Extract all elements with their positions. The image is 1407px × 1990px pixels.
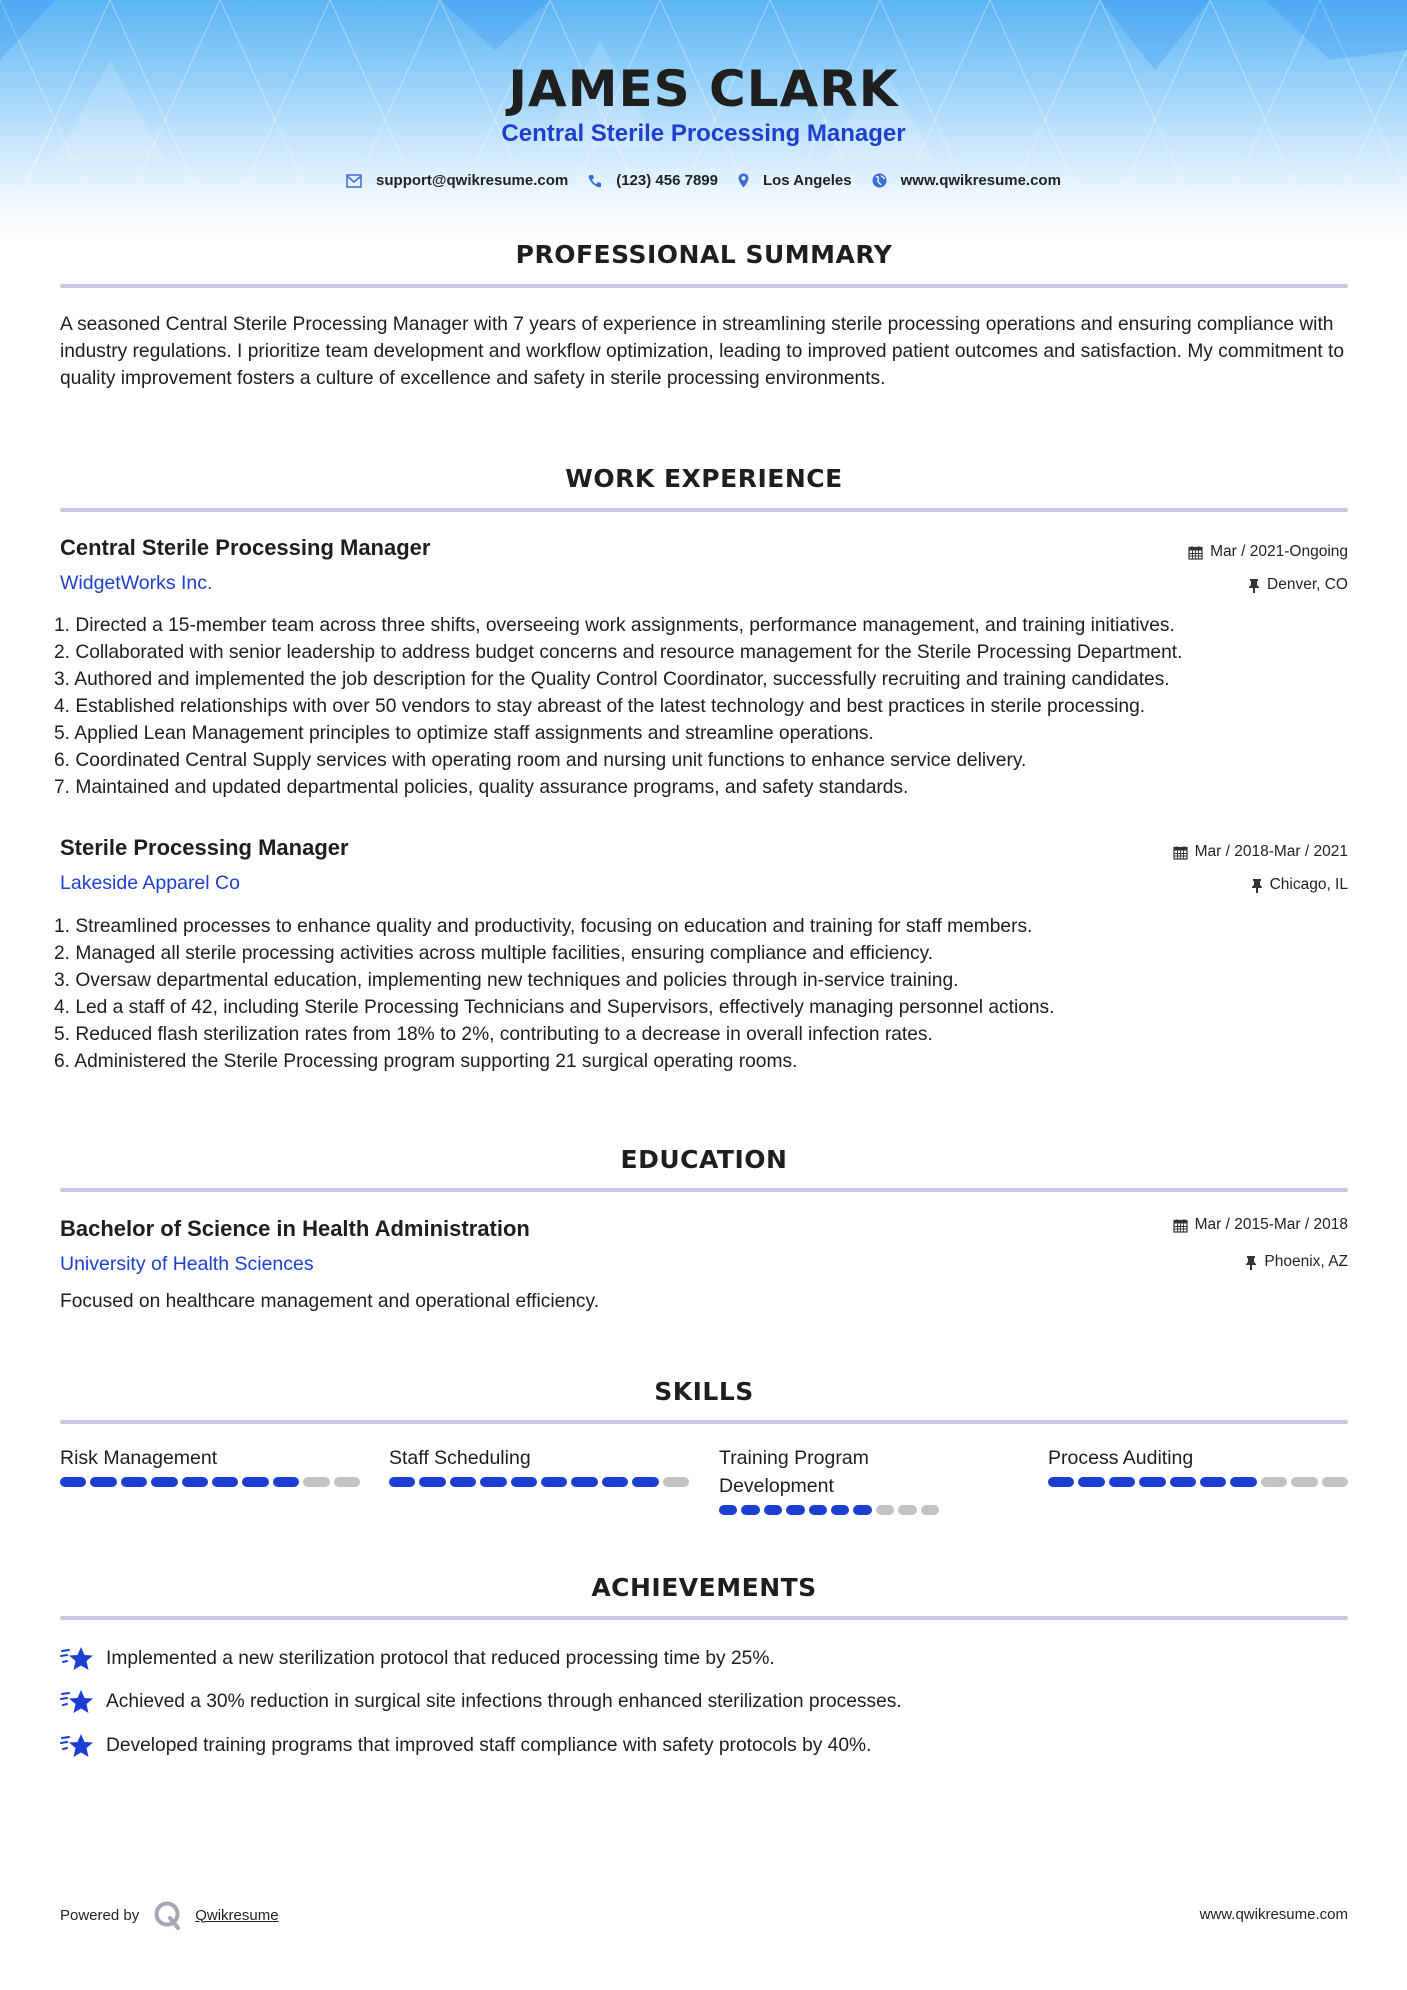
shooting-star-icon [60, 1645, 94, 1673]
job-bullets [54, 913, 1354, 1075]
section-heading-skills: SKILLS [654, 1377, 754, 1406]
education-dates: Mar / 2015-Mar / 2018 [1173, 1216, 1348, 1234]
email-text: support@qwikresume.com [376, 172, 569, 189]
company-name: Lakeside Apparel Co [60, 872, 240, 894]
rating-dot-empty [898, 1505, 916, 1515]
rating-dot-empty [1261, 1477, 1287, 1487]
skill-rating [60, 1477, 360, 1487]
pushpin-icon [1251, 878, 1263, 893]
phone-icon [588, 174, 602, 188]
rating-dot-filled [1200, 1477, 1226, 1487]
footer-powered-by [60, 1900, 279, 1930]
contact-website[interactable] [872, 172, 1061, 189]
rating-dot-filled [809, 1505, 827, 1515]
rating-dot-empty [334, 1477, 360, 1487]
rating-dot-filled [450, 1477, 476, 1487]
rating-dot-filled [480, 1477, 506, 1487]
rating-dot-filled [273, 1477, 299, 1487]
rating-dot-filled [182, 1477, 208, 1487]
skill-name: Risk Management [60, 1447, 218, 1469]
rating-dot-filled [1170, 1477, 1196, 1487]
rating-dot-filled [853, 1505, 871, 1515]
list-item: 2. Collaborated with senior leadership to address budget concerns and resource management for the Sterile Processing Department. [54, 642, 1183, 663]
rating-dot-filled [242, 1477, 268, 1487]
shooting-star-icon [60, 1732, 94, 1760]
section-heading-education: EDUCATION [620, 1145, 788, 1174]
rating-dot-empty [663, 1477, 689, 1487]
skill-item [1048, 1444, 1348, 1487]
skill-name: Training Program Development [719, 1447, 869, 1497]
envelope-icon [346, 174, 362, 188]
rating-dot-filled [541, 1477, 567, 1487]
section-divider [60, 508, 1348, 512]
list-item: 7. Maintained and updated departmental policies, quality assurance programs, and safety standards. [54, 777, 909, 798]
achievement-item: Implemented a new sterilization protocol that reduced processing time by 25%. [60, 1645, 775, 1673]
skill-rating [389, 1477, 689, 1487]
achievement-item: Developed training programs that improved staff compliance with safety protocols by 40%. [60, 1732, 871, 1760]
rating-dot-filled [764, 1505, 782, 1515]
list-item: 4. Established relationships with over 50 vendors to stay abreast of the latest technology and best practices in sterile processing. [54, 696, 1146, 717]
list-item: 1. Streamlined processes to enhance quality and productivity, focusing on education and training for staff members. [54, 916, 1033, 937]
rating-dot-filled [741, 1505, 759, 1515]
list-item: 5. Applied Lean Management principles to optimize staff assignments and streamline operations. [54, 723, 874, 744]
list-item: 4. Led a staff of 42, including Sterile Processing Technicians and Supervisors, effectively managing personnel actions. [54, 997, 1055, 1018]
rating-dot-empty [921, 1505, 939, 1515]
candidate-title: Central Sterile Processing Manager [501, 120, 906, 147]
section-divider [60, 284, 1348, 288]
list-item: 2. Managed all sterile processing activities across multiple facilities, ensuring compliance and efficiency. [54, 943, 934, 964]
rating-dot-filled [1109, 1477, 1135, 1487]
list-item: 6. Coordinated Central Supply services with operating room and nursing unit functions to enhance service delivery. [54, 750, 1027, 771]
rating-dot-empty [1291, 1477, 1317, 1487]
pushpin-icon [1248, 578, 1260, 593]
section-heading-achievements: ACHIEVEMENTS [591, 1573, 817, 1602]
section-divider [60, 1188, 1348, 1192]
list-item: 3. Oversaw departmental education, implementing new techniques and policies through in-service training. [54, 970, 959, 991]
section-divider [60, 1616, 1348, 1620]
rating-dot-filled [151, 1477, 177, 1487]
calendar-icon [1188, 545, 1203, 560]
rating-dot-filled [389, 1477, 415, 1487]
rating-dot-filled [511, 1477, 537, 1487]
contact-email[interactable] [346, 172, 568, 189]
rating-dot-filled [90, 1477, 116, 1487]
section-heading-summary: PROFESSIONAL SUMMARY [515, 240, 893, 269]
rating-dot-empty [876, 1505, 894, 1515]
contact-phone[interactable] [588, 172, 718, 189]
powered-by-label: Powered by [60, 1906, 140, 1924]
rating-dot-filled [571, 1477, 597, 1487]
footer-website[interactable]: www.qwikresume.com [1199, 1906, 1348, 1923]
list-item: 5. Reduced flash sterilization rates from 18% to 2%, contributing to a decrease in overall infection rates. [54, 1024, 933, 1045]
contact-bar [0, 172, 1407, 189]
skill-name: Staff Scheduling [389, 1447, 531, 1469]
list-item: 3. Authored and implemented the job description for the Quality Control Coordinator, successfully recruiting and training candidates. [54, 669, 1170, 690]
rating-dot-filled [831, 1505, 849, 1515]
company-name: WidgetWorks Inc. [60, 572, 213, 594]
shooting-star-icon [60, 1688, 94, 1716]
website-text: www.qwikresume.com [900, 172, 1061, 189]
job-location: Chicago, IL [1251, 876, 1348, 894]
summary-text: A seasoned Central Sterile Processing Manager with 7 years of experience in streamlining sterile processing operations and ensuring compliance with industry regulations. I prioritize team development and workflow optimization, leading to improved patient outcomes and satisfaction. My commitment to quality improvement fosters a culture of excellence and safety in sterile processing environments. [60, 314, 1345, 389]
rating-dot-filled [1230, 1477, 1256, 1487]
globe-icon [872, 173, 887, 188]
skill-item [719, 1444, 939, 1515]
resume-header [0, 0, 1407, 240]
job-bullets [54, 612, 1354, 801]
rating-dot-filled [632, 1477, 658, 1487]
list-item: 1. Directed a 15-member team across three shifts, overseeing work assignments, performance management, and training initiatives. [54, 615, 1175, 636]
pushpin-icon [1245, 1255, 1257, 1270]
phone-text: (123) 456 7899 [616, 172, 718, 189]
location-text: Los Angeles [762, 172, 852, 189]
rating-dot-filled [1048, 1477, 1074, 1487]
list-item: 6. Administered the Sterile Processing program supporting 21 surgical operating rooms. [54, 1051, 798, 1072]
contact-location [738, 172, 852, 189]
education-description: Focused on healthcare management and operational efficiency. [60, 1291, 600, 1312]
rating-dot-filled [1078, 1477, 1104, 1487]
rating-dot-empty [1322, 1477, 1348, 1487]
skill-rating [719, 1505, 939, 1515]
degree-title: Bachelor of Science in Health Administration [60, 1216, 530, 1241]
section-divider [60, 1420, 1348, 1424]
rating-dot-filled [719, 1505, 737, 1515]
skill-name: Process Auditing [1048, 1447, 1194, 1469]
job-title: Central Sterile Processing Manager [60, 535, 431, 560]
job-dates: Mar / 2018-Mar / 2021 [1173, 843, 1348, 861]
rating-dot-filled [786, 1505, 804, 1515]
calendar-icon [1173, 1218, 1188, 1233]
job-dates: Mar / 2021-Ongoing [1188, 543, 1348, 561]
rating-dot-filled [602, 1477, 628, 1487]
rating-dot-filled [212, 1477, 238, 1487]
map-pin-icon [738, 173, 749, 188]
candidate-name: JAMES CLARK [508, 60, 899, 118]
rating-dot-filled [60, 1477, 86, 1487]
education-location: Phoenix, AZ [1245, 1253, 1348, 1271]
skill-rating [1048, 1477, 1348, 1487]
school-name: University of Health Sciences [60, 1253, 314, 1275]
rating-dot-empty [303, 1477, 329, 1487]
job-title: Sterile Processing Manager [60, 835, 349, 860]
qwikresume-link[interactable]: Qwikresume [195, 1906, 279, 1924]
calendar-icon [1173, 845, 1188, 860]
rating-dot-filled [1139, 1477, 1165, 1487]
section-heading-experience: WORK EXPERIENCE [565, 464, 843, 493]
qwikresume-logo-icon [153, 1900, 183, 1930]
skill-item [60, 1444, 360, 1487]
rating-dot-filled [121, 1477, 147, 1487]
job-location: Denver, CO [1248, 576, 1348, 594]
skill-item [389, 1444, 689, 1487]
achievement-item: Achieved a 30% reduction in surgical site infections through enhanced sterilization processes. [60, 1688, 902, 1716]
rating-dot-filled [419, 1477, 445, 1487]
